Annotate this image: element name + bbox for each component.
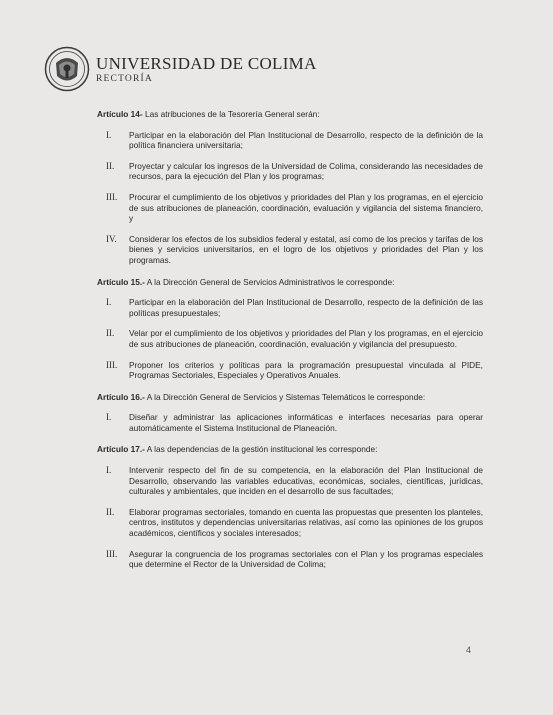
item-text: Intervenir respecto del fin de su competencia, en la elaboración del Plan Institucional de Desarrollo, observando las variables educativas, económicas, sociales, científicas, jurídicas, culturales y ambientales, que inciden en el desarrollo de sus facultades; (129, 465, 483, 497)
item-number: IV. (106, 233, 117, 244)
article-intro: Las atribuciones de la Tesorería General serán: (142, 109, 320, 119)
list-item (97, 465, 483, 497)
item-number: III. (106, 191, 118, 202)
item-text: Diseñar y administrar las aplicaciones informáticas e interfaces necesarias para operar automáticamente el Sistema Institucional de Planeación. (129, 412, 483, 433)
item-number: I. (106, 465, 112, 476)
item-text: Asegurar la congruencia de los programas sectoriales con el Plan y los programas especiales que determine el Rector de la Universidad de Colima; (129, 548, 483, 570)
article-items (97, 412, 483, 433)
list-item (97, 161, 483, 182)
item-number: III. (106, 548, 118, 559)
article-17 (97, 444, 483, 569)
item-text: Participar en la elaboración del Plan Institucional de Desarrollo, respecto de la definición de la política financiera universitaria; (129, 129, 483, 151)
article-items (97, 297, 483, 381)
article-title: Artículo 16.- (97, 391, 145, 402)
university-seal-icon (44, 46, 90, 92)
item-text: Proyectar y calcular los ingresos de la Universidad de Colima, considerando las necesidades de recursos, para la ejecución del Plan y los programas; (129, 160, 483, 182)
article-heading (97, 277, 483, 288)
item-number: II. (106, 328, 115, 339)
item-number: I. (106, 297, 112, 308)
item-number: I. (106, 412, 112, 423)
list-item (97, 360, 483, 381)
article-heading (97, 444, 483, 455)
item-text: Participar en la elaboración del Plan Institucional de Desarrollo, respecto de la definición de las políticas presupuestales; (129, 297, 483, 318)
item-number: II. (106, 506, 115, 517)
document-body (97, 109, 483, 581)
article-heading (97, 392, 483, 403)
list-item (97, 412, 483, 433)
article-intro: A las dependencias de la gestión institucional les corresponde: (144, 444, 378, 455)
article-16 (97, 392, 483, 434)
article-title: Artículo 15.- (97, 276, 145, 287)
item-text: Proponer los criterios y políticas para la programación presupuestal vinculada al PIDE, Programas Sectoriales, Especiales y Operativos Anuales. (129, 359, 483, 381)
item-text: Velar por el cumplimiento de los objetivos y prioridades del Plan y los programas, en el ejercicio de sus atribuciones de planeación, coordinación, evaluación y vigilancia del presupuesto. (129, 328, 483, 349)
page-number: 4 (466, 645, 472, 655)
list-item (97, 507, 483, 539)
list-item (97, 297, 483, 318)
article-14 (97, 109, 483, 266)
item-text: Procurar el cumplimiento de los objetivos y prioridades del Plan y los programas, en el ejercicio de sus atribuciones de planeación, coordinación, evaluación y vigilancia del sistema financiero, y (129, 191, 483, 224)
article-items (97, 130, 483, 266)
list-item (97, 192, 483, 224)
article-intro: A la Dirección General de Servicios y Sistemas Telemáticos le corresponde: (144, 391, 426, 402)
list-item (97, 328, 483, 349)
department-name: RECTORÍA (96, 73, 153, 84)
article-title: Artículo 14- (97, 109, 143, 119)
article-intro: A la Dirección General de Servicios Administrativos le corresponde: (144, 276, 395, 287)
article-15 (97, 277, 483, 381)
letterhead (44, 46, 317, 92)
article-items (97, 465, 483, 570)
item-text: Considerar los efectos de los subsidios federal y estatal, así como de los precios y tarifas de los bienes y servicios universitarios, en el logro de los objetivos y prioridades del Plan y los programas. (129, 233, 483, 265)
list-item (97, 130, 483, 151)
item-number: III. (106, 359, 118, 370)
university-name: UNIVERSIDAD DE COLIMA (96, 53, 317, 73)
item-number: I. (106, 129, 112, 140)
article-title: Artículo 17.- (97, 444, 145, 455)
item-number: II. (106, 160, 115, 171)
item-text: Elaborar programas sectoriales, tomando en cuenta las propuestas que presenten los planteles, centros, institutos y dependencias universitarias relativas, así como las opiniones de los grupos académicos, científicos y sociales interesados; (129, 506, 483, 539)
list-item (97, 234, 483, 266)
list-item (97, 549, 483, 570)
article-heading (97, 109, 483, 120)
